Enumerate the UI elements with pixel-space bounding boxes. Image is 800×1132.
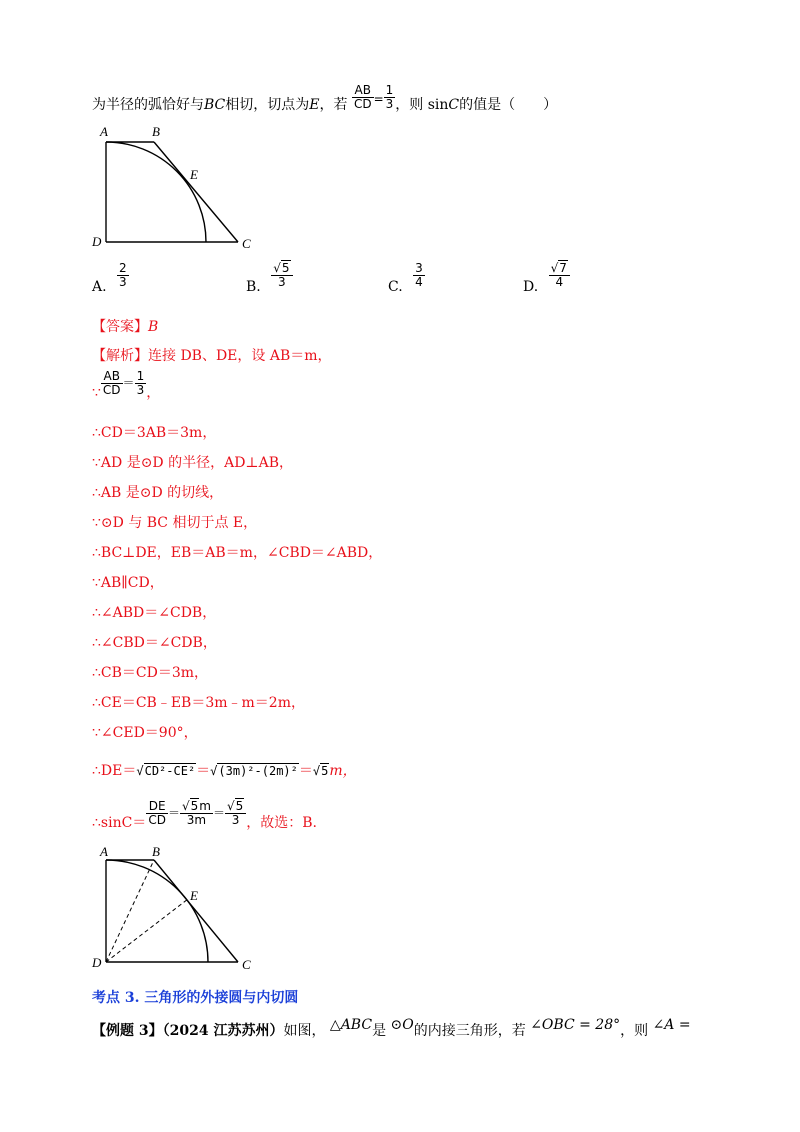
question-text: 为半径的弧恰好与	[92, 97, 204, 114]
because-sign: ∵	[92, 385, 101, 402]
segment-db	[106, 860, 154, 962]
analysis-text: ∴AB 是⊙D 的切线，	[92, 485, 224, 501]
label-a: A	[100, 124, 108, 139]
analysis-line-2	[92, 369, 161, 402]
option-letter: C.	[388, 279, 403, 296]
analysis-line-12	[92, 692, 305, 712]
frac-den: 3	[278, 274, 286, 289]
angle-a: ∠A =	[652, 1017, 691, 1033]
example-line	[92, 1017, 691, 1040]
triangle-abc: △ABC	[329, 1017, 373, 1033]
label-d: D	[92, 955, 102, 970]
conclusion: ，故选：B.	[246, 815, 318, 832]
segment-bc	[154, 142, 238, 242]
example-label: 【例题 3】	[92, 1023, 163, 1039]
analysis-label: 【解析】	[92, 348, 148, 364]
analysis-text: ∴CD＝3AB＝3m，	[92, 425, 217, 441]
point-c: C	[448, 97, 460, 114]
eq-sign: =	[373, 92, 384, 107]
figure-1	[88, 122, 268, 257]
analysis-line-9	[92, 602, 216, 622]
eq-sign: ＝	[212, 806, 225, 821]
frac-num: 1	[385, 83, 394, 97]
analysis-text: ∵⊙D 与 BC 相切于点 E，	[92, 515, 258, 531]
frac-den: 3	[136, 382, 145, 397]
option-b[interactable]	[246, 261, 293, 296]
analysis-text: ∴CB＝CD＝3m，	[92, 665, 209, 681]
analysis-line-3	[92, 422, 216, 442]
frac-den: 4	[555, 274, 564, 289]
ratio-fraction	[101, 370, 123, 396]
analysis-text: ∴∠CBD＝∠CDB，	[92, 635, 217, 651]
option-d[interactable]	[523, 261, 570, 296]
analysis-text: ∴∠ABD＝∠CDB，	[92, 605, 217, 621]
analysis-line-6	[92, 512, 257, 532]
label-e: E	[190, 888, 198, 903]
analysis-text: ∵AD 是⊙D 的半径，AD⊥AB，	[92, 455, 293, 471]
label-c: C	[242, 957, 251, 972]
section-title: 考点 3. 三角形的外接圆与内切圆	[92, 990, 299, 1006]
analysis-text: ∴CE＝CB﹣EB＝3m﹣m＝2m，	[92, 695, 305, 711]
frac-den: 3m	[186, 812, 207, 827]
angle-obc: ∠OBC = 28°	[530, 1017, 621, 1033]
frac-num: 5	[235, 799, 244, 813]
section-heading	[92, 987, 298, 1007]
analysis-line-13	[92, 722, 198, 742]
frac-den: CD	[102, 382, 121, 397]
analysis-text: ∵AB∥CD，	[92, 575, 164, 591]
sqrt-expr-1: CD²-CE²	[144, 764, 196, 778]
label-d: D	[92, 234, 102, 249]
frac-num: 2	[119, 261, 127, 275]
de-label: ∴DE＝	[92, 763, 137, 779]
example-text: 如图，	[283, 1023, 326, 1039]
option-letter: B.	[246, 279, 261, 296]
answer-line	[92, 316, 158, 336]
analysis-text: 连接 DB、DE，设 AB＝m，	[148, 348, 332, 364]
question-line	[92, 83, 558, 118]
analysis-line-7	[92, 542, 382, 562]
label-b: B	[152, 844, 160, 859]
question-text-4: ，则 sin	[395, 97, 449, 114]
arc-ae	[106, 860, 208, 962]
segment-bc: BC	[204, 97, 226, 114]
analysis-line-14: ∴DE＝√CD²-CE²＝√(3m)²-(2m)²＝√5m，	[92, 763, 357, 779]
option-letter: D.	[523, 279, 539, 296]
frac-num: AB	[352, 84, 374, 98]
eq-sign: ＝	[167, 806, 180, 821]
question-text-3: ，若	[319, 97, 348, 114]
arc-ae	[106, 142, 206, 242]
figure-2	[88, 842, 268, 977]
frac-num-m: m	[199, 799, 211, 813]
fraction-de-cd	[146, 800, 168, 826]
option-a[interactable]	[92, 261, 129, 296]
point-e: E	[309, 97, 320, 114]
frac-num: AB	[101, 370, 123, 384]
frac-den: 4	[415, 274, 423, 289]
segment-de	[106, 899, 188, 962]
frac-num: 5	[281, 261, 290, 275]
label-b: B	[152, 124, 160, 139]
fraction-root5-3: $\frac{√5}{3}$	[225, 800, 246, 826]
analysis-line-15	[92, 799, 318, 832]
option-c[interactable]	[388, 261, 425, 296]
comma: ，	[146, 385, 161, 402]
ratio-value	[384, 84, 396, 110]
analysis-line-1	[92, 345, 332, 365]
frac-num: 7	[559, 261, 567, 275]
frac-den: CD	[353, 96, 372, 111]
frac-num: 5	[190, 799, 199, 813]
example-source: （2024 江苏苏州）	[162, 1023, 284, 1039]
analysis-line-8	[92, 572, 164, 592]
ratio-fraction	[352, 84, 374, 110]
sinc-label: ∴sinC＝	[92, 815, 147, 832]
option-fraction	[117, 262, 129, 288]
frac-num: 3	[415, 261, 423, 275]
option-fraction	[413, 262, 425, 288]
option-letter: A.	[92, 279, 107, 296]
analysis-line-10	[92, 632, 217, 652]
option-fraction: $\frac{√7}{4}$	[549, 262, 570, 288]
ratio-value	[135, 370, 147, 396]
analysis-line-4	[92, 452, 293, 472]
label-a: A	[100, 844, 108, 859]
frac-den: 3	[119, 274, 127, 289]
frac-den: 3	[385, 96, 394, 111]
circle-o: ⊙O	[390, 1017, 414, 1033]
frac-num: 1	[136, 369, 145, 383]
analysis-text: ∴BC⊥DE，EB＝AB＝m，∠CBD＝∠ABD，	[92, 545, 383, 561]
analysis-line-5	[92, 482, 223, 502]
label-e: E	[190, 167, 198, 182]
sqrt-expr-2: (3m)²-(2m)²	[218, 764, 298, 778]
frac-den: 3	[231, 812, 240, 827]
fraction-root5m-3m: $\frac{√5m}{3m}$	[181, 799, 211, 827]
example-text-4: ，则	[620, 1023, 649, 1039]
eq-sign: ＝	[196, 763, 211, 779]
question-text-2: 相切，切点为	[225, 97, 310, 114]
question-text-5: 的值是（ ）	[459, 97, 558, 114]
unit-m: m，	[329, 763, 357, 779]
answer-value: B	[148, 319, 159, 335]
analysis-line-11	[92, 662, 208, 682]
eq-sign: ＝	[122, 376, 135, 391]
example-text-2: 是	[372, 1023, 387, 1039]
label-c: C	[242, 236, 251, 251]
frac-den: CD	[148, 812, 166, 827]
segment-bc	[154, 860, 238, 962]
analysis-text: ∵∠CED＝90°，	[92, 725, 198, 741]
answer-label: 【答案】	[92, 319, 148, 335]
sqrt-expr-3: 5	[321, 764, 329, 778]
frac-num: DE	[146, 800, 168, 814]
eq-sign: ＝	[298, 763, 313, 779]
example-text-3: 的内接三角形，若	[413, 1023, 526, 1039]
option-fraction: $\frac{√5}{3}$	[271, 262, 292, 288]
